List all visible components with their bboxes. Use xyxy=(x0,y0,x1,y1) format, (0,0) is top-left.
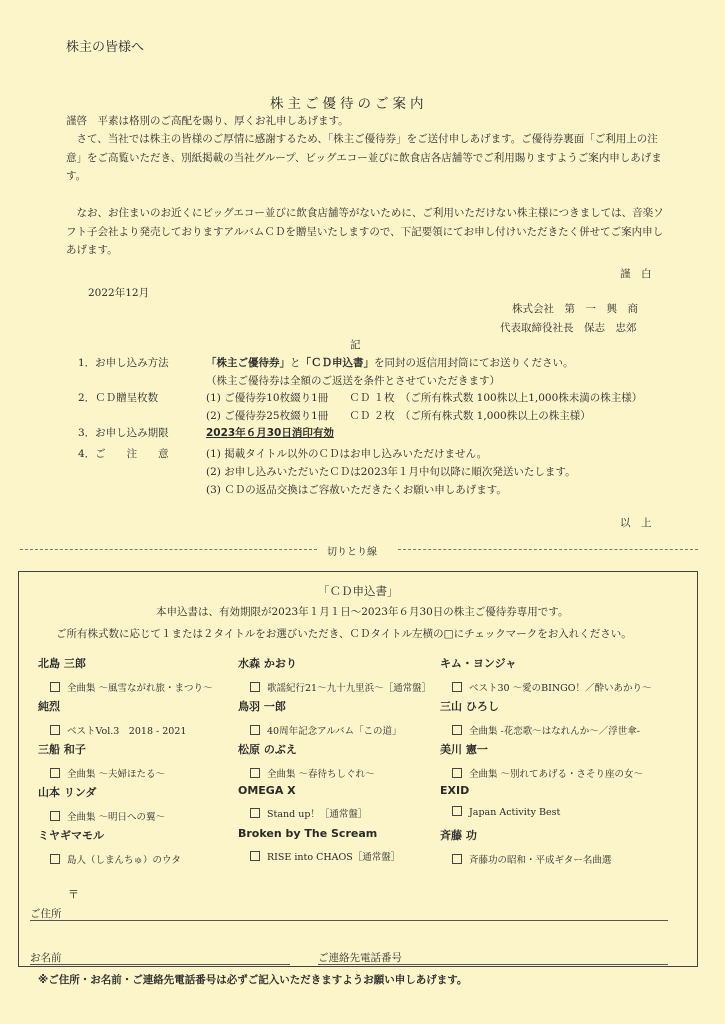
letter-para-1: 謹啓 平素は格別のご高配を賜り、厚くお礼申しあげます。 xyxy=(66,115,349,127)
closing: 謹 白 xyxy=(620,268,652,280)
cd-album-title: 斉藤功の昭和・平成ギター名曲選 xyxy=(469,855,612,866)
cd-option xyxy=(440,784,560,818)
cd-artist: Broken by The Scream xyxy=(238,827,378,840)
phone-field[interactable] xyxy=(318,964,668,965)
cd-option xyxy=(440,741,643,780)
postal-mark: 〒 xyxy=(68,888,79,901)
cd-artist: 斉藤 功 xyxy=(440,829,477,842)
cd-option xyxy=(38,784,165,823)
item-text: を同封の返信用封筒にてお送りください。 xyxy=(374,357,574,369)
item-line xyxy=(206,373,500,388)
item-text: (2) お申し込みいただいたＣＤは2023年１月中旬以降に順次発送いたします。 xyxy=(206,466,576,478)
form-note-1: 本申込書は、有効期限が2023年１月１日〜2023年６月30日の株主ご優待券専用です。 xyxy=(156,606,569,618)
cd-album-title: 全曲集 〜明日への翼〜 xyxy=(67,812,166,823)
checkbox[interactable] xyxy=(250,851,260,861)
checkbox[interactable] xyxy=(250,725,260,735)
item-label: 4．ご 注 意 xyxy=(78,448,169,460)
cd-artist: ミヤギマモル xyxy=(38,829,104,842)
cd-album-row xyxy=(452,680,652,694)
cd-artist: 美川 憲一 xyxy=(440,743,488,756)
item-text: 2023年６月30日消印有効 xyxy=(206,427,334,439)
cd-option xyxy=(440,698,640,737)
cd-album-row xyxy=(452,806,560,818)
cd-option xyxy=(38,655,213,694)
checkbox[interactable] xyxy=(452,768,462,778)
cd-option xyxy=(238,698,402,737)
letter-title: 株主ご優待のご案内 xyxy=(270,96,428,112)
cd-option xyxy=(38,698,186,737)
cut-line-left xyxy=(20,549,317,550)
cd-album-row xyxy=(452,723,640,737)
cd-artist: キム・ヨンジャ xyxy=(440,657,517,670)
checkbox[interactable] xyxy=(452,854,462,864)
letter-para-2: さて、当社では株主の皆様のご厚情に感謝するため、「株主ご優待券」をご送付申しあげます。ご優待券裏面「ご利用上の注意」をご高覧いただき、別紙掲載の当社グループ、ビッグエコー並びに飲食店各店舗等でご利用賜りますようご案内申しあげます。 xyxy=(66,133,662,182)
item-text: (2) ご優待券25枚綴り1冊 ＣＤ ２枚 （ご所有株式数 1,000株以上の株主様） xyxy=(206,410,591,422)
item-line xyxy=(206,425,334,440)
item-text: 「株主ご優待券」 xyxy=(206,357,290,369)
cd-album-row xyxy=(50,766,165,780)
cd-option xyxy=(38,741,165,780)
cd-album-row xyxy=(452,766,643,780)
cd-album-title: 全曲集 〜別れてあげる・さそり座の女〜 xyxy=(469,769,644,780)
name-label: お名前 xyxy=(30,952,62,964)
item-text: （株主ご優待券は全額のご返送を条件とさせていただきます） xyxy=(206,375,500,387)
letter-para-3: なお、お住まいのお近くにビッグエコー並びに飲食店舗等がないために、ご利用いただけない株主様につきましては、音楽ソフト子会社より発売しておりますアルバムＣＤを贈呈いたしますので、下記要領にてお申し付けいただきたく併せてご案内申しあげます。 xyxy=(66,207,664,256)
ijou: 以 上 xyxy=(620,517,652,529)
cd-album-title: Japan Activity Best xyxy=(469,807,561,818)
checkbox[interactable] xyxy=(50,768,60,778)
item-line xyxy=(206,482,507,497)
cd-album-title: 全曲集 〜風雪ながれ旅・まつり〜 xyxy=(67,683,213,694)
item-label: 2．ＣＤ贈呈枚数 xyxy=(78,392,159,404)
cd-artist: 三船 和子 xyxy=(38,743,86,756)
name-field[interactable] xyxy=(30,964,290,965)
cd-artist: 北島 三郎 xyxy=(38,657,86,670)
cd-album-row xyxy=(250,849,400,863)
item-line xyxy=(206,390,642,405)
item-text: 「ＣＤ申込書」 xyxy=(300,357,374,369)
phone-label: ご連絡先電話番号 xyxy=(318,952,402,964)
checkbox[interactable] xyxy=(452,806,462,816)
cd-option xyxy=(440,827,611,866)
item-text: (3) ＣＤの返品交換はご容赦いただきたくお願い申しあげます。 xyxy=(206,484,507,496)
ki-mark: 記 xyxy=(350,339,361,351)
cut-line-label: 切りとり線 xyxy=(327,547,377,558)
item-line xyxy=(206,355,574,370)
cd-album-row xyxy=(50,680,213,694)
cd-artist: EXID xyxy=(440,784,470,797)
item-label: 3．お申し込み期限 xyxy=(78,427,169,439)
cd-option xyxy=(238,741,375,780)
cd-album-row xyxy=(250,680,431,694)
cd-artist: 鳥羽 一郎 xyxy=(238,700,286,713)
checkbox[interactable] xyxy=(50,725,60,735)
cd-album-row xyxy=(50,852,181,866)
cd-album-title: 40周年記念アルバム「この道」 xyxy=(267,726,402,737)
cd-artist: OMEGA X xyxy=(238,784,296,797)
president-name: 代表取締役社長 保志 忠郊 xyxy=(500,322,637,334)
cd-album-row xyxy=(250,806,367,820)
item-text: (1) ご優待券10枚綴り1冊 ＣＤ １枚 （ご所有株式数 100株以上1,000株未満の株主様） xyxy=(206,392,643,404)
footnote: ※ご住所・お名前・ご連絡先電話番号は必ずご記入いただきますようお願い申しあげます。 xyxy=(38,974,468,986)
checkbox[interactable] xyxy=(452,682,462,692)
cd-artist: 水森 かおり xyxy=(238,657,297,670)
cd-option xyxy=(38,827,181,866)
cd-album-title: 全曲集 〜春待ちしぐれ〜 xyxy=(267,769,375,780)
letter-date: 2022年12月 xyxy=(88,287,150,299)
item-text: (1) 掲載タイトル以外のＣＤはお申し込みいただけません。 xyxy=(206,448,488,460)
checkbox[interactable] xyxy=(250,682,260,692)
cd-artist: 松原 のぶえ xyxy=(238,743,297,756)
item-line xyxy=(206,408,591,423)
cd-option xyxy=(238,827,400,863)
checkbox[interactable] xyxy=(452,725,462,735)
cd-album-row xyxy=(250,723,402,737)
cd-album-row xyxy=(250,766,375,780)
cut-line-right xyxy=(398,549,698,550)
checkbox[interactable] xyxy=(50,682,60,692)
checkbox[interactable] xyxy=(250,768,260,778)
cd-option xyxy=(238,655,431,694)
cd-album-title: ベストVol.3 2018 - 2021 xyxy=(67,726,187,737)
form-note-2: ご所有株式数に応じて１または２タイトルをお選びいただき、ＣＤタイトル左横の□にチェックマークをお入れください。 xyxy=(56,628,632,640)
item-label: 1．お申し込み方法 xyxy=(78,357,169,369)
cd-album-title: 歌謡紀行21〜九十九里浜〜［通常盤］ xyxy=(267,683,432,694)
cd-album-title: Stand up！［通常盤］ xyxy=(267,809,368,820)
cd-album-title: ベスト30 〜愛のBINGO！／酔いあかり〜 xyxy=(469,683,652,694)
form-title: 「ＣＤ申込書」 xyxy=(318,584,399,598)
cd-album-row xyxy=(452,852,611,866)
cd-album-row xyxy=(50,723,186,737)
company-name: 株式会社 第 一 興 商 xyxy=(512,303,638,315)
cd-artist: 純烈 xyxy=(38,700,60,713)
cd-album-title: 島人（しまんちゅ）のウタ xyxy=(67,855,181,866)
checkbox[interactable] xyxy=(50,854,60,864)
cd-album-title: RISE into CHAOS［通常盤］ xyxy=(267,852,401,863)
cd-album-row xyxy=(50,809,165,823)
cd-album-title: 全曲集 〜夫婦ほたる〜 xyxy=(67,769,166,780)
item-line xyxy=(206,464,576,479)
cd-album-title: 全曲集 -花恋歌〜はなれんか〜／浮世傘- xyxy=(469,726,640,737)
checkbox[interactable] xyxy=(250,808,260,818)
cd-artist: 山本 リンダ xyxy=(38,786,97,799)
salutation: 株主の皆様へ xyxy=(66,40,145,55)
item-line xyxy=(206,446,487,461)
address-field[interactable] xyxy=(30,920,668,921)
cd-option xyxy=(440,655,652,694)
cd-artist: 三山 ひろし xyxy=(440,700,499,713)
cd-option xyxy=(238,784,367,820)
checkbox[interactable] xyxy=(50,811,60,821)
item-text: と xyxy=(290,357,301,369)
address-label: ご住所 xyxy=(30,908,62,920)
